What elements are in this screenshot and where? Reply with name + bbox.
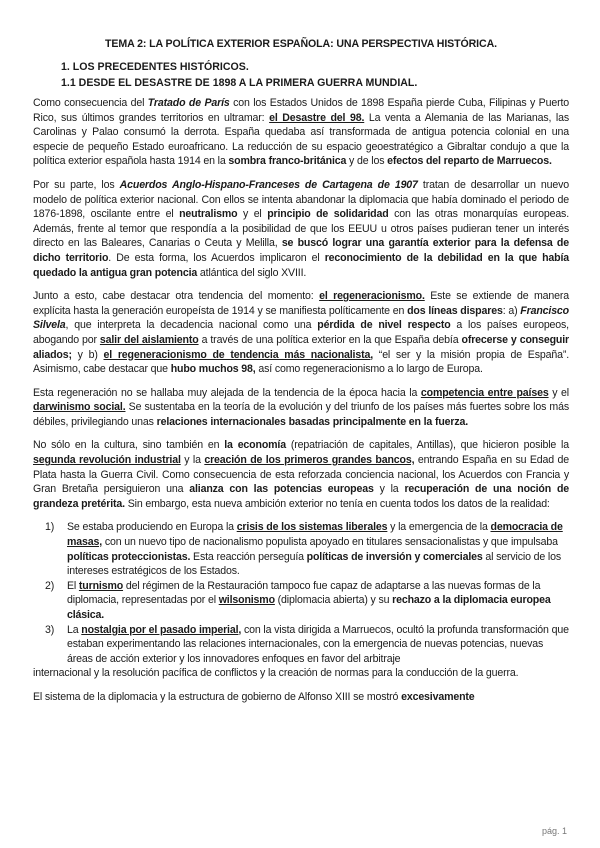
paragraph-4: Esta regeneración no se hallaba muy alejada de la tendencia de la época hacia la competencia entre países y el darwinismo social. Se sustentaba en la teoría de la evolución y del triunfo de los países más fuertes sobre los más débiles, privilegiando unas relaciones internacionales basadas principalmente en la fuerza. [33,386,570,428]
section-heading-1: 1. LOS PRECEDENTES HISTÓRICOS. [61,61,249,73]
paragraph-5: No sólo en la cultura, sino también en la economía (repatriación de capitales, Antillas), que hicieron posible la segunda revolución industrial y la creación de los primeros grandes bancos, entrando España en su Edad de Plata hasta la Guerra Civil. Como consecuencia de esta reforzada conciencia nacional, los Acuerdos con Francia y Gran Bretaña persiguieron una alianza con las potencias europeas y la recuperación de una noción de grandeza pretérita. Sin embargo, esta nueva ambición exterior no tenía en cuenta todos los datos de la realidad: [33,439,570,510]
list-item: 1) Se estaba produciendo en Europa la crisis de los sistemas liberales y la emergencia de la democracia de masas, con un nuevo tipo de nacionalismo populista apoyado en titulares sensacionalistas y que impulsaba políticas proteccionistas. Esta reacción perseguía políticas de inversión y comerciales al servicio de los intereses estratégicos de los Estados. [45,521,563,578]
paragraph-2: Por su parte, los Acuerdos Anglo-Hispano-Franceses de Cartagena de 1907 tratan de desarrollar un nuevo modelo de política exterior nacional. Con ellos se intenta abandonar la diplomacia que había dominado el periodo de 1876-1898, oscilante entre el neutralismo y el principio de solidaridad con las otras monarquías europeas. Además, frente al temor que respondía a la posibilidad de que los EEUU u otros países pudieran tener un interés directo en las Baleares, Canarias o Ceuta y Melilla, se buscó lograr una garantía exterior para la defensa de dicho territorio. De esta forma, los Acuerdos implicaron el reconocimiento de la debilidad en la que había quedado la antigua gran potencia atlántica del siglo XVIII. [33,178,570,279]
paragraph-1: Como consecuencia del Tratado de París con los Estados Unidos de 1898 España pierde Cuba, Filipinas y Puerto Rico, sus últimos grandes territorios en ultramar: el Desastre del 98. La venta a Alemania de las Marianas, las Carolinas y Palao consumó la derrota. España quedaba así transformada de antigua potencia colonial en una especie de pequeño Estado euroafricano. La reducción de su espacio geoestratégico a Gibraltar condujo a que la política exterior española hasta 1914 en la sombra franco-británica y de los efectos del reparto de Marruecos. [33,97,569,168]
document-title: TEMA 2: LA POLÍTICA EXTERIOR ESPAÑOLA: UNA PERSPECTIVA HISTÓRICA. [105,38,497,50]
page-number: pág. 1 [541,826,567,836]
list-item: 2) El turnismo del régimen de la Restauración tampoco fue capaz de adaptarse a las nuevas formas de la diplomacia, representadas por el wilsonismo (diplomacia abierta) y su rechazo a la diplomacia europea clásica. [45,579,551,621]
paragraph-3: Junto a esto, cabe destacar otra tendencia del momento: el regeneracionismo. Este se extiende de manera explícita hasta la generación europeísta de 1914 y se manifiesta políticamente en dos líneas dispares: a) Francisco Silvela, que interpreta la decadencia nacional como una pérdida de nivel respecto a los países europeos, abogando por salir del aislamiento a través de una política exterior en la que España debía ofrecerse y conseguir aliados; y b) el regeneracionismo de tendencia más nacionalista, “el ser y la misión propia de España”. Asimismo, cabe destacar que hubo muchos 98, así como regeneracionismo a lo largo de Europa. [33,290,569,376]
list-item: 3) La nostalgia por el pasado imperial, con la vista dirigida a Marruecos, ocultó la profunda transformación que estaban experimentando las relaciones internacionales, con la emergencia de nuevas potencias, nuevas áreas de acción exterior y los innovadores enfoques en favor del arbitraje [45,623,569,665]
reality-list [33,520,569,666]
paragraph-6: El sistema de la diplomacia y la estructura de gobierno de Alfonso XIII se mostró excesivamente [33,690,475,703]
document-page [33,38,569,705]
section-heading-1-1: 1.1 DESDE EL DESASTRE DE 1898 A LA PRIMERA GUERRA MUNDIAL. [61,77,418,89]
list-continuation: internacional y la resolución pacífica de conflictos y la creación de normas para la conducción de la guerra. [33,667,519,680]
